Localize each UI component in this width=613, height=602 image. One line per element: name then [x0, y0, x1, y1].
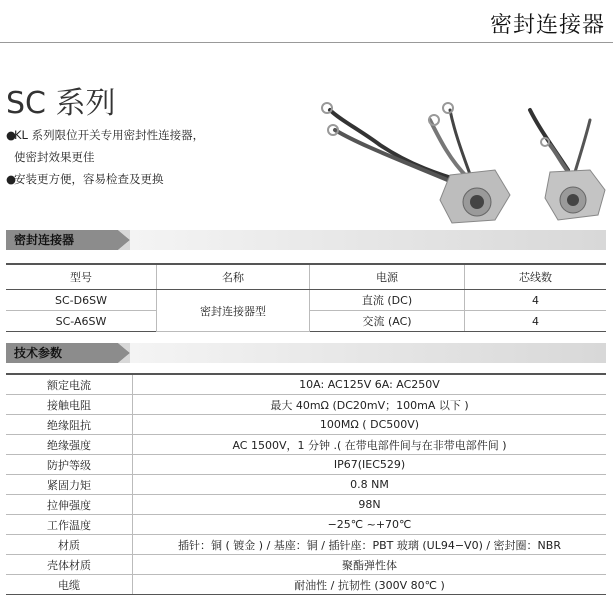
spec-param: 额定电流 — [6, 374, 133, 395]
spec-value: 插针：铜 ( 镀金 ) / 基座：铜 / 插针座：PBT 玻璃 (UL94−V0) / 密封圈：NBR — [133, 535, 607, 555]
spec-param: 工作温度 — [6, 515, 133, 535]
spec-param: 绝缘强度 — [6, 435, 133, 455]
spec-param: 壳体材质 — [6, 555, 133, 575]
feature-item: ●KL 系列限位开关专用密封性连接器， — [6, 124, 204, 146]
spec-value: 聚酯弹性体 — [133, 555, 607, 575]
table-row — [6, 374, 606, 395]
spec-value: 10A: AC125V 6A: AC250V — [133, 374, 607, 395]
series-title: SC 系列 — [6, 86, 116, 121]
table-row — [6, 290, 606, 311]
table-row — [6, 535, 606, 555]
cell-model: SC-D6SW — [6, 290, 157, 311]
cell-power: 交流 (AC) — [310, 311, 465, 332]
feature-item: ●安装更方便，容易检查及更换 — [6, 168, 204, 190]
col-power: 电源 — [310, 264, 465, 290]
table-row — [6, 515, 606, 535]
spec-table — [6, 373, 606, 595]
spec-value: −25℃ ~+70℃ — [133, 515, 607, 535]
table-row — [6, 435, 606, 455]
section-connector-label: 密封连接器 — [6, 230, 118, 250]
table-row — [6, 555, 606, 575]
spec-value: 100MΩ ( DC500V) — [133, 415, 607, 435]
header-divider — [0, 42, 613, 43]
cell-model: SC-A6SW — [6, 311, 157, 332]
section-tech — [6, 343, 606, 363]
category-title: 密封连接器 — [489, 13, 605, 38]
spec-value: 98N — [133, 495, 607, 515]
model-table — [6, 263, 606, 332]
col-model: 型号 — [6, 264, 157, 290]
cell-cores: 4 — [465, 311, 607, 332]
table-row — [6, 455, 606, 475]
section-tail — [130, 343, 606, 363]
bullet-icon: ● — [6, 128, 17, 142]
section-connector — [6, 230, 606, 250]
table-row — [6, 415, 606, 435]
spec-param: 电缆 — [6, 575, 133, 595]
section-tail — [130, 230, 606, 250]
spec-value: 耐油性 / 抗韧性 (300V 80℃ ) — [133, 575, 607, 595]
spec-value: IP67(IEC529) — [133, 455, 607, 475]
spec-param: 拉伸强度 — [6, 495, 133, 515]
spec-value: AC 1500V，1 分钟 .( 在带电部件间与在非带电部件间 ) — [133, 435, 607, 455]
section-tech-label: 技术参数 — [6, 343, 118, 363]
cell-power: 直流 (DC) — [310, 290, 465, 311]
cell-name: 密封连接器型 — [157, 290, 310, 332]
table-row — [6, 575, 606, 595]
product-image — [300, 90, 613, 225]
spec-value: 0.8 NM — [133, 475, 607, 495]
table-row — [6, 475, 606, 495]
spec-param: 防护等级 — [6, 455, 133, 475]
table-row — [6, 495, 606, 515]
table-header-row — [6, 264, 606, 290]
spec-param: 绝缘阻抗 — [6, 415, 133, 435]
cell-cores: 4 — [465, 290, 607, 311]
col-name: 名称 — [157, 264, 310, 290]
feature-list — [6, 124, 204, 190]
spec-value: 最大 40mΩ (DC20mV；100mA 以下 ) — [133, 395, 607, 415]
spec-param: 紧固力矩 — [6, 475, 133, 495]
spec-param: 材质 — [6, 535, 133, 555]
table-row — [6, 395, 606, 415]
col-cores: 芯线数 — [465, 264, 607, 290]
bullet-icon: ● — [6, 172, 17, 186]
feature-item: 使密封效果更佳 — [14, 150, 95, 164]
spec-param: 接触电阻 — [6, 395, 133, 415]
